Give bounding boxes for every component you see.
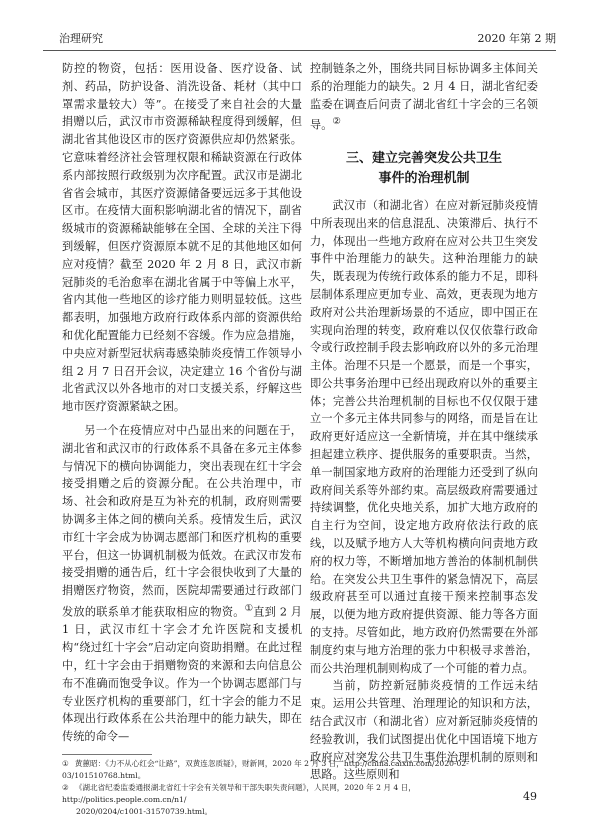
- footnote-2-text: 《湖北省纪委监委通报湖北省红十字会有关领导和干部失职失责问题》，人民网，2020 年 2 月 4 日，http://politics.people.com.cn/n1/: [62, 783, 416, 804]
- left-column: [62, 60, 302, 746]
- issue-label: 2020 年第 2 期: [477, 32, 556, 45]
- left-paragraph-2: [62, 422, 302, 746]
- section-heading-line-1: 三、建立完善突发公共卫生: [345, 150, 502, 166]
- journal-name: 治理研究: [59, 32, 103, 45]
- left-paragraph-2-continued: 直到 2 月 1 日，武汉市红十字会才允许医院和支援机构“绕过红十字会”启动定向资助捐赠。在此过程中，红十字会由于捐赠物资的来源和去向信息公布不准确而饱受争议。作为一个协调志愿部门与专业医疗机构的重要部门，红十字会的能力不足体现出行政体系在公共治理中的能力缺失，即在传统的命令—: [62, 605, 302, 744]
- page-number: 49: [523, 790, 537, 803]
- footnote-1: [62, 758, 538, 782]
- footnotes: [62, 758, 538, 818]
- footnote-ref-1: ①: [244, 602, 254, 614]
- right-paragraph-2: 武汉市（和湖北省）在应对新冠肺炎疫情中所表现出来的信息混乱、决策滞后、执行不力，体现出一些地方政府在应对公共卫生突发事件中治理能力的缺失。这种治理能力的缺失，既表现为传统行政体系的能力不足，即科层制体系理应更加专业、高效，更表现为地方政府对公共治理新场景的不适应，即中国正在实现向治理的转变，政府难以仅仅依靠行政命令或行政控制手段去影响政府以外的多元治理主体。治理不只是一个愿景，而是一个事实，即公共事务治理中已经出现政府以外的重要主体；完善公共治理机制的目标也不仅仅限于建立一个多元主体共同参与的网络，而是旨在让政府更好适应这一全新情境，并在其中继续承担起建立秩序、提供服务的重要职责。当然，单一制国家地方政府的治理能力还受到了纵向政府间关系等外部约束。高层级政府需要通过持续调整，优化央地关系，加扩大地方政府的自主行为空间，设定地方政府依法行政的底线，以及赋予地方人大等机构横向问责地方政府的权力等，不断增加地方善治的体制机制供给。在突发公共卫生事件的紧急情况下，高层级政府甚至可以通过直接干预来控制事态发展，以便为地方政府提供资源、能力等各方面的支持。尽管如此，地方政府仍然需要在外部制度约束与地方治理的张力中积极寻求善治，而公共治理机制则构成了一个可能的着力点。: [310, 198, 538, 675]
- footnote-ref-2: ②: [332, 116, 341, 128]
- running-header: [43, 30, 556, 51]
- footnote-2: [62, 782, 538, 818]
- footnote-1-text: 黄蕙昭：《力不从心红会“让路”，双黄连忽质疑》，财新网，2020 年 2 月 3 日，http://china.caixin.com/2020-02-03/101510768.html。: [62, 759, 469, 780]
- footnote-divider: [62, 754, 152, 755]
- footnote-1-mark: ①: [62, 759, 69, 768]
- right-column: [310, 60, 538, 784]
- left-paragraph-1: 防控的物资，包括：医用设备、医疗设备、试剂、药品，防护设备、消洗设备、耗材（其中口罩需求量较大）等”。在接受了来自社会的大量捐赠以后，武汉市市资源稀缺程度得到缓解，但湖北省其他设区市的医疗资源供应却仍然紧张。它意味着经济社会管理权限和稀缺资源在行政体系内部按照行政级别为次序配置。武汉市是湖北省省会城市，其医疗资源储备要远远多于其他设区市。在疫情大面积影响湖北省的情况下，副省级城市的资源稀缺能够在全国、全球的关注下得到缓解，但医疗资源原本就不足的其他地区如何应对疫情？截至 2020 年 2 月 8 日，武汉市新冠肺炎的毛治愈率在湖北省属于中等偏上水平，省内其他一些地区的诊疗能力则明显较低。这些都表明，加强地方政府行政体系内部的资源供给和优化配置能力已经刻不容缓。作为应急措施，中央应对新型冠状病毒感染肺炎疫情工作领导小组 2 月 7 日召开会议，决定建立 16 个省份与湖北省武汉以外各地市的对口支援关系，纾解这些地市医疗资源紧缺之困。: [62, 62, 302, 414]
- section-heading: [310, 149, 538, 189]
- footnote-2-mark: ②: [62, 783, 69, 792]
- section-heading-line-2: 事件的治理机制: [378, 170, 470, 186]
- footnote-2-continued: 2020/0204/c1001-31570739.html。: [76, 807, 213, 816]
- left-paragraph-2-text: 另一个在疫情应对中凸显出来的问题在于，湖北省和武汉市的行政体系不具备在多元主体参与情况下的横向协调能力，突出表现在红十字会接受捐赠之后的资源分配。在公共治理中，市场、社会和政府是互为补充的机制，政府则需要协调多主体之间的横向关系。疫情发生后，武汉市红十字会成为协调志愿部门和医疗机构的重要平台，但这一协调机制极为低效。在武汉市发布接受捐赠的通告后，红十字会很快收到了大量的捐赠医疗物资，然而，医院却需要通过行政部门发放的联系单才能获取相应的物资。: [62, 423, 302, 619]
- right-paragraph-1-text: 控制链条之外，围绕共同目标协调多主体间关系的治理能力的缺失。2 月 4 日，湖北省纪委监委在调查后问责了湖北省红十字会的三名领导。: [310, 62, 538, 133]
- right-paragraph-3: 当前，防控新冠肺炎疫情的工作远未结束。运用公共管理、治理理论的知识和方法，结合武汉市（和湖北省）应对新冠肺炎疫情的经验教训，我们试图提出优化中国语境下地方政府应对突发公共卫生事件治理机制的原则和思路。这些原则和: [310, 679, 538, 782]
- right-paragraph-1: [310, 60, 538, 135]
